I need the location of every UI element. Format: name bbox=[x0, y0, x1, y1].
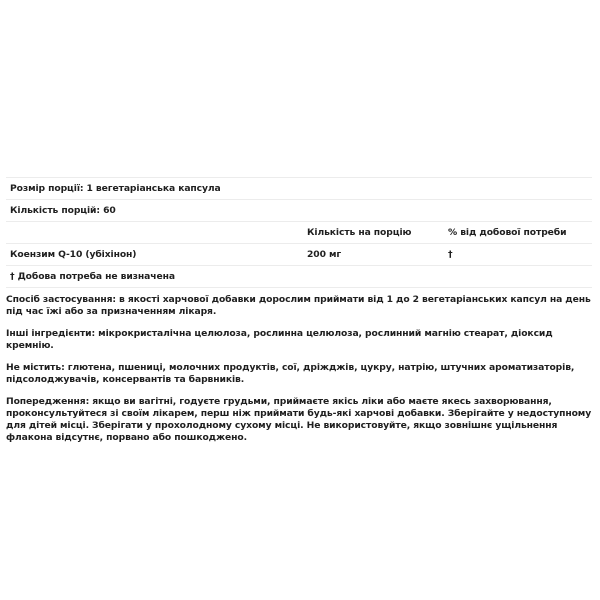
other-ingredients-paragraph: Інші інгредієнти: мікрокристалічна целюлоза, рослинна целюлоза, рослинний магнію стеарат, діоксид кремнію. bbox=[6, 328, 553, 351]
serving-size-row bbox=[6, 178, 592, 200]
servings-per-container: Кількість порцій: 60 bbox=[10, 205, 116, 216]
supplement-facts-table bbox=[6, 177, 592, 288]
servings-per-container-row bbox=[6, 200, 592, 222]
footnote: † Добова потреба не визначена bbox=[10, 271, 175, 282]
header-amount-per-serving: Кількість на порцію bbox=[307, 227, 412, 238]
ingredient-amount: 200 мг bbox=[307, 249, 342, 260]
ingredient-name: Коензим Q-10 (убіхінон) bbox=[10, 249, 137, 260]
free-of-paragraph: Не містить: глютена, пшениці, молочних продуктів, сої, дріжджів, цукру, натрію, штучних ароматизаторів, підсолоджувачів, консервантів та барвників. bbox=[6, 362, 575, 385]
ingredient-daily-value: † bbox=[448, 249, 453, 260]
warning-paragraph: Попередження: якщо ви вагітні, годуєте грудьми, приймаєте якісь ліки або маєте якесь захворювання, проконсультуйтеся зі своїм лікарем, перш ніж приймати будь-які харчові добавки. Зберігайте у недоступному для дітей місці. Зберігати у прохолодному сухому місці. Не використовуйте, якщо зовнішнє ущільнення флакона відсутнє, порвано або пошкоджено. bbox=[6, 396, 592, 443]
serving-size: Розмір порції: 1 вегетаріанська капсула bbox=[10, 183, 221, 194]
usage-paragraph: Спосіб застосування: в якості харчової добавки дорослим приймати від 1 до 2 вегетаріанських капсул на день під час їжі або за призначенням лікаря. bbox=[6, 294, 591, 317]
table-row bbox=[6, 244, 592, 266]
header-daily-value: % від добової потреби bbox=[448, 227, 567, 238]
table-header-row bbox=[6, 222, 592, 244]
footnote-row bbox=[6, 266, 592, 288]
product-info-text bbox=[6, 294, 594, 454]
